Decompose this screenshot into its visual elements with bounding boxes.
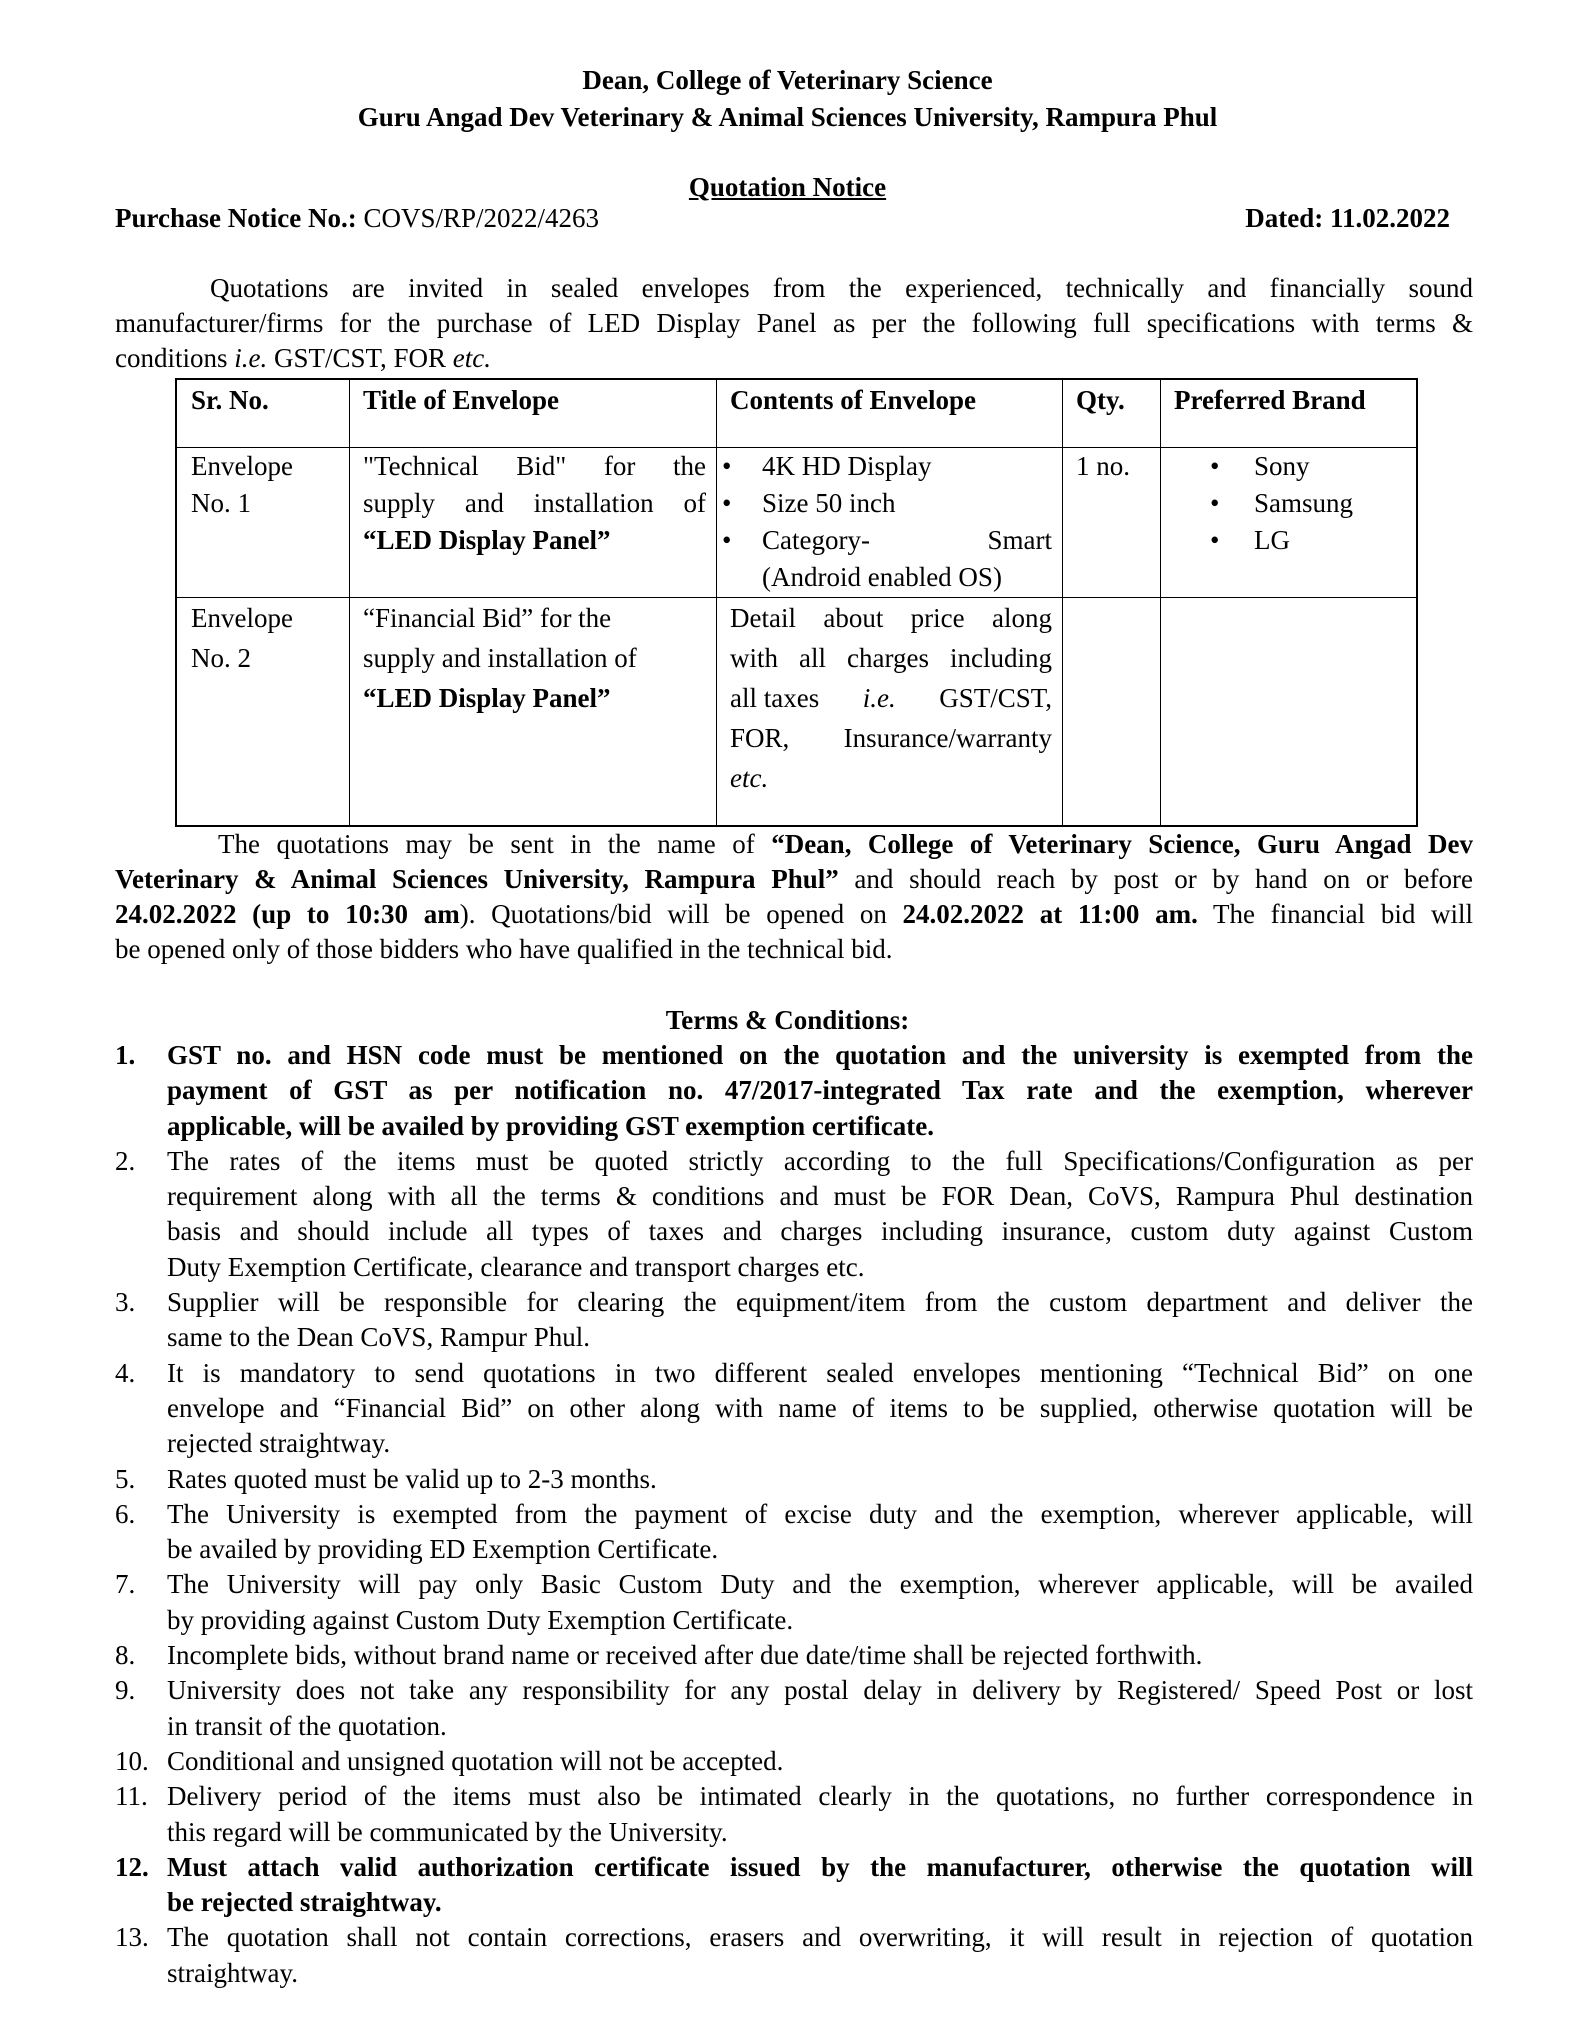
contents-ie: i.e. [862, 683, 896, 713]
contents-text [730, 678, 1052, 718]
term-line: It is mandatory to send quotations in two different sealed envelopes mentioning “Technical Bid” on one [167, 1357, 1473, 1388]
term-item [115, 1462, 1473, 1497]
submission-text: The quotations may be sent in the name of [218, 829, 772, 859]
submission-line-4: be opened only of those bidders who have qualified in the technical bid. [115, 934, 893, 964]
term-number: 5. [115, 1463, 136, 1494]
terms-heading: Terms & Conditions: [665, 1005, 910, 1035]
term-line: in transit of the quotation. [167, 1710, 447, 1741]
term-number: 10. [115, 1745, 149, 1776]
term-item [115, 1744, 1473, 1779]
contents-item-continued: (Android enabled OS) [762, 562, 1002, 592]
term-item [115, 1638, 1473, 1673]
term-item [115, 1497, 1473, 1568]
contents-item: • Size 50 inch [720, 485, 1052, 522]
submission-text: The financial bid will [1197, 899, 1474, 929]
submission-deadline: 24.02.2022 (up to 10:30 am [115, 899, 460, 929]
title-text: supply and installation of [363, 643, 637, 673]
title-text: “Financial Bid” for the [363, 603, 612, 633]
title-text: "Technical Bid" for the [363, 451, 706, 481]
institution-name: Dean, College of Veterinary Science [582, 65, 993, 95]
term-number: 2. [115, 1145, 136, 1176]
table-header-brand: Preferred Brand [1174, 385, 1366, 415]
brand-item: • Samsung [1174, 485, 1406, 522]
dated-label: Dated: [1245, 203, 1324, 233]
quotation-notice-title: Quotation Notice [688, 172, 887, 202]
title-text: supply and installation of [363, 488, 706, 518]
table-header-qty: Qty. [1076, 385, 1125, 415]
terms-list [115, 1038, 1473, 1991]
term-line: applicable, will be availed by providing GST exemption certificate. [167, 1110, 935, 1141]
envelope-table [175, 378, 1418, 827]
submission-addressee: Veterinary & Animal Sciences University, Rampura Phul” [115, 864, 839, 894]
brand-item: • Sony [1174, 448, 1406, 485]
term-number: 11. [115, 1781, 148, 1812]
term-number: 12. [115, 1851, 149, 1882]
table-row-1-sr [177, 448, 349, 522]
intro-etc: etc. [452, 343, 492, 373]
term-number: 3. [115, 1287, 136, 1318]
table-row-1-title [349, 448, 716, 559]
title-text-bold: “LED Display Panel” [363, 525, 611, 555]
table-row-1-brands [1160, 448, 1416, 559]
sr-text: Envelope [191, 603, 293, 633]
contents-text: FOR, Insurance/warranty [730, 723, 1052, 753]
table-row-2-title [349, 598, 716, 718]
contents-text: Detail about price along [730, 603, 1052, 633]
submission-line-3 [115, 897, 1473, 932]
sr-text: No. 1 [191, 488, 251, 518]
contents-item: • Category- Smart [720, 522, 1052, 559]
contents-item: • 4K HD Display [720, 448, 1052, 485]
submission-paragraph [115, 827, 1473, 967]
brand-item: • LG [1174, 522, 1406, 559]
term-item [115, 1567, 1473, 1638]
intro-line-1: Quotations are invited in sealed envelopes from the experienced, technically and financially sound [210, 273, 1473, 303]
term-line: payment of GST as per notification no. 47/2017-integrated Tax rate and the exemption, wherever [167, 1075, 1473, 1106]
table-row-2-sr [177, 598, 349, 678]
table-header-contents: Contents of Envelope [730, 385, 977, 415]
term-item [115, 1673, 1473, 1744]
term-number: 6. [115, 1498, 136, 1529]
term-number: 13. [115, 1922, 149, 1953]
term-line: Duty Exemption Certificate, clearance and transport charges etc. [167, 1251, 865, 1282]
term-number: 9. [115, 1675, 136, 1706]
submission-text: and should reach by post or by hand on or before [838, 864, 1473, 894]
table-row-2-contents [716, 598, 1062, 798]
term-line: rejected straightway. [167, 1428, 391, 1459]
submission-addressee: “Dean, College of Veterinary Science, Guru Angad Dev [771, 829, 1473, 859]
intro-line-3 [115, 341, 1473, 376]
contents-etc: etc. [730, 763, 769, 793]
term-number: 4. [115, 1357, 136, 1388]
submission-line-1 [115, 827, 1473, 862]
opening-datetime: 24.02.2022 at 11:00 am. [902, 899, 1198, 929]
intro-text: conditions [115, 343, 235, 373]
term-item [115, 1779, 1473, 1850]
term-line: same to the Dean CoVS, Rampur Phul. [167, 1322, 590, 1353]
term-line: The quotation shall not contain corrections, erasers and overwriting, it will result in rejection of quotation [167, 1922, 1473, 1953]
submission-text: ). Quotations/bid will be opened on [459, 899, 903, 929]
intro-paragraph [115, 271, 1473, 376]
term-line: Rates quoted must be valid up to 2-3 months. [167, 1463, 657, 1494]
purchase-notice [115, 201, 599, 236]
table-header-sr-no: Sr. No. [191, 385, 269, 415]
table-row-1-contents [716, 448, 1062, 596]
term-line: by providing against Custom Duty Exemption Certificate. [167, 1604, 794, 1635]
intro-text: GST/CST, FOR [267, 343, 453, 373]
submission-line-2 [115, 862, 1473, 897]
sr-text: No. 2 [191, 643, 251, 673]
term-number: 7. [115, 1569, 136, 1600]
term-item [115, 1285, 1473, 1356]
purchase-notice-number: COVS/RP/2022/4263 [356, 203, 600, 233]
term-line: be rejected straightway. [167, 1887, 442, 1918]
purchase-notice-label: Purchase Notice No.: [115, 203, 357, 233]
term-line: basis and should include all types of taxes and charges including insurance, custom duty against Custom [167, 1216, 1473, 1247]
term-line: envelope and “Financial Bid” on other along with name of items to be supplied, otherwise quotation will be [167, 1392, 1473, 1423]
contents-text: GST/CST, [939, 683, 1052, 713]
term-line: Incomplete bids, without brand name or received after due date/time shall be rejected forthwith. [167, 1640, 1203, 1671]
term-line: Supplier will be responsible for clearing the equipment/item from the custom department and deliver the [167, 1287, 1473, 1318]
term-item [115, 1038, 1473, 1144]
intro-ie: i.e. [234, 343, 268, 373]
term-line: The University is exempted from the payment of excise duty and the exemption, wherever applicable, will [167, 1498, 1473, 1529]
term-line: The rates of the items must be quoted strictly according to the full Specifications/Configuration as per [167, 1145, 1473, 1176]
term-item [115, 1850, 1473, 1921]
dated-value: 11.02.2022 [1323, 203, 1450, 233]
term-line: Conditional and unsigned quotation will not be accepted. [167, 1745, 784, 1776]
contents-text: all taxes [730, 683, 820, 713]
term-item [115, 1144, 1473, 1285]
contents-text: with all charges including [730, 643, 1052, 673]
page-title [0, 169, 1575, 205]
term-line: University does not take any responsibility for any postal delay in delivery by Registered/ Speed Post or lost [167, 1675, 1473, 1706]
term-line: The University will pay only Basic Custom Duty and the exemption, wherever applicable, will be availed [167, 1569, 1473, 1600]
term-line: requirement along with all the terms & conditions and must be FOR Dean, CoVS, Rampura Phul destination [167, 1181, 1473, 1212]
term-number: 8. [115, 1640, 136, 1671]
intro-line-2: manufacturer/firms for the purchase of LED Display Panel as per the following full specifications with terms & [115, 308, 1473, 338]
term-line: this regard will be communicated by the University. [167, 1816, 728, 1847]
term-item [115, 1356, 1473, 1462]
term-item [115, 1920, 1473, 1991]
sr-text: Envelope [191, 451, 293, 481]
term-line: GST no. and HSN code must be mentioned on the quotation and the university is exempted from the [167, 1040, 1473, 1070]
term-line: be availed by providing ED Exemption Certificate. [167, 1534, 719, 1565]
term-line: Must attach valid authorization certificate issued by the manufacturer, otherwise the quotation will [167, 1851, 1473, 1882]
term-number: 1. [115, 1040, 136, 1070]
notice-date [1245, 201, 1450, 236]
term-line: straightway. [167, 1957, 298, 1988]
university-name: Guru Angad Dev Veterinary & Animal Sciences University, Rampura Phul [357, 102, 1218, 132]
term-line: Delivery period of the items must also be intimated clearly in the quotations, no further correspondence in [167, 1781, 1473, 1812]
title-text-bold: “LED Display Panel” [363, 683, 611, 713]
table-row-1-qty: 1 no. [1076, 451, 1130, 481]
table-header-title: Title of Envelope [363, 385, 560, 415]
